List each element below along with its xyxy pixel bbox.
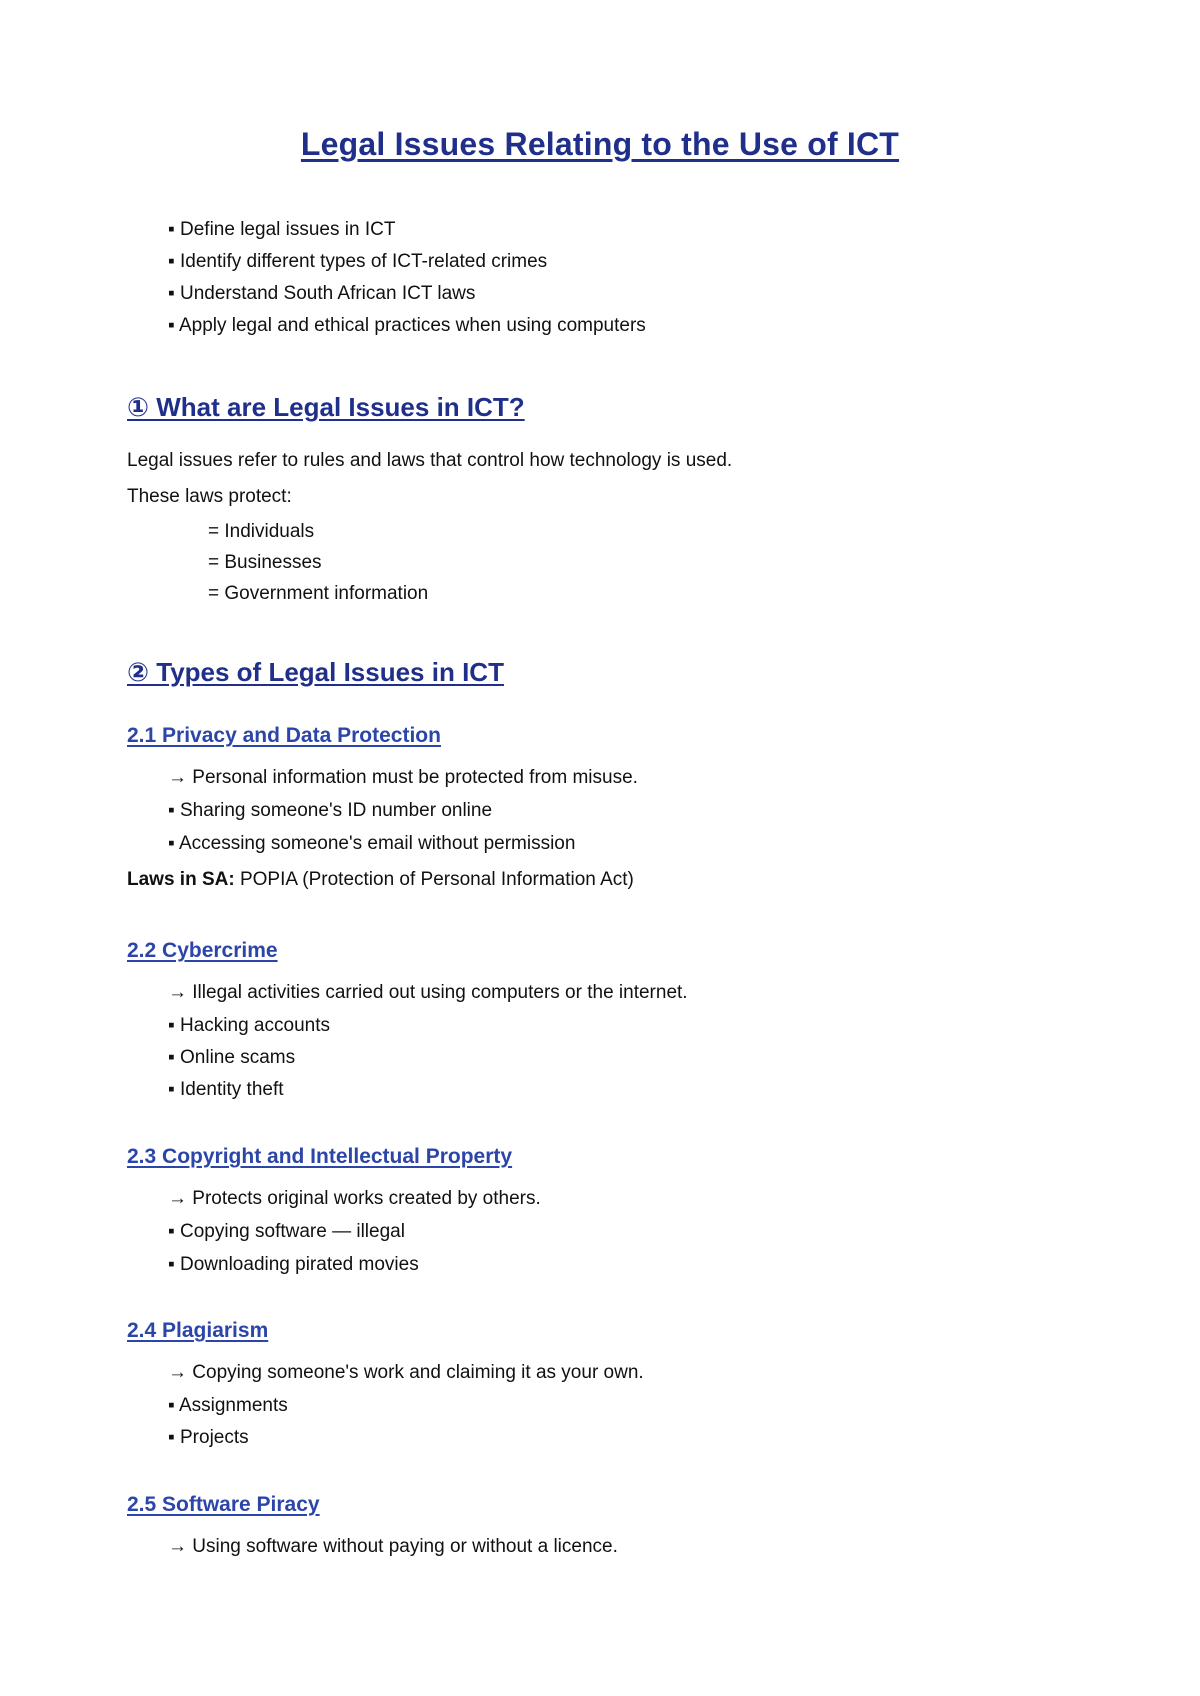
objective-item: ▪ Define legal issues in ICT bbox=[168, 219, 396, 240]
list-item: ▪ Copying software — illegal bbox=[168, 1221, 405, 1242]
objective-item: ▪ Understand South African ICT laws bbox=[168, 283, 476, 304]
list-item: ▪ Projects bbox=[168, 1427, 249, 1448]
law-text: POPIA (Protection of Personal Information Act) bbox=[234, 869, 634, 890]
list-item: ▪ Accessing someone's email without permission bbox=[168, 833, 576, 854]
subsection-heading: 2.4 Plagiarism bbox=[127, 1319, 269, 1342]
list-item: ▪ Assignments bbox=[168, 1395, 288, 1416]
list-item: = Businesses bbox=[208, 552, 322, 573]
definition-line: → Illegal activities carried out using computers or the internet. bbox=[168, 982, 688, 1003]
paragraph: Legal issues refer to rules and laws that control how technology is used. bbox=[127, 450, 733, 471]
paragraph: These laws protect: bbox=[127, 486, 292, 507]
law-label: Laws in SA: bbox=[127, 869, 235, 890]
section-heading: ② Types of Legal Issues in ICT bbox=[127, 657, 504, 687]
definition-line: → Personal information must be protected from misuse. bbox=[168, 767, 638, 788]
subsection-heading: 2.2 Cybercrime bbox=[127, 939, 278, 962]
list-item: = Government information bbox=[208, 583, 429, 604]
objective-item: ▪ Identify different types of ICT-related crimes bbox=[168, 251, 548, 272]
law-line bbox=[127, 869, 634, 891]
definition-line: → Using software without paying or without a licence. bbox=[168, 1536, 618, 1557]
objective-item: ▪ Apply legal and ethical practices when using computers bbox=[168, 315, 646, 336]
subsection-heading: 2.5 Software Piracy bbox=[127, 1493, 320, 1516]
document-title: Legal Issues Relating to the Use of ICT bbox=[300, 126, 900, 162]
list-item: ▪ Sharing someone's ID number online bbox=[168, 800, 493, 821]
definition-line: → Protects original works created by others. bbox=[168, 1188, 541, 1209]
list-item: ▪ Online scams bbox=[168, 1047, 296, 1068]
subsection-heading: 2.1 Privacy and Data Protection bbox=[127, 724, 441, 747]
list-item: ▪ Identity theft bbox=[168, 1079, 284, 1100]
list-item: ▪ Downloading pirated movies bbox=[168, 1254, 419, 1275]
subsection-heading: 2.3 Copyright and Intellectual Property bbox=[127, 1145, 513, 1168]
list-item: = Individuals bbox=[208, 521, 315, 542]
section-heading: ① What are Legal Issues in ICT? bbox=[127, 392, 525, 422]
definition-line: → Copying someone's work and claiming it as your own. bbox=[168, 1362, 644, 1383]
list-item: ▪ Hacking accounts bbox=[168, 1015, 330, 1036]
